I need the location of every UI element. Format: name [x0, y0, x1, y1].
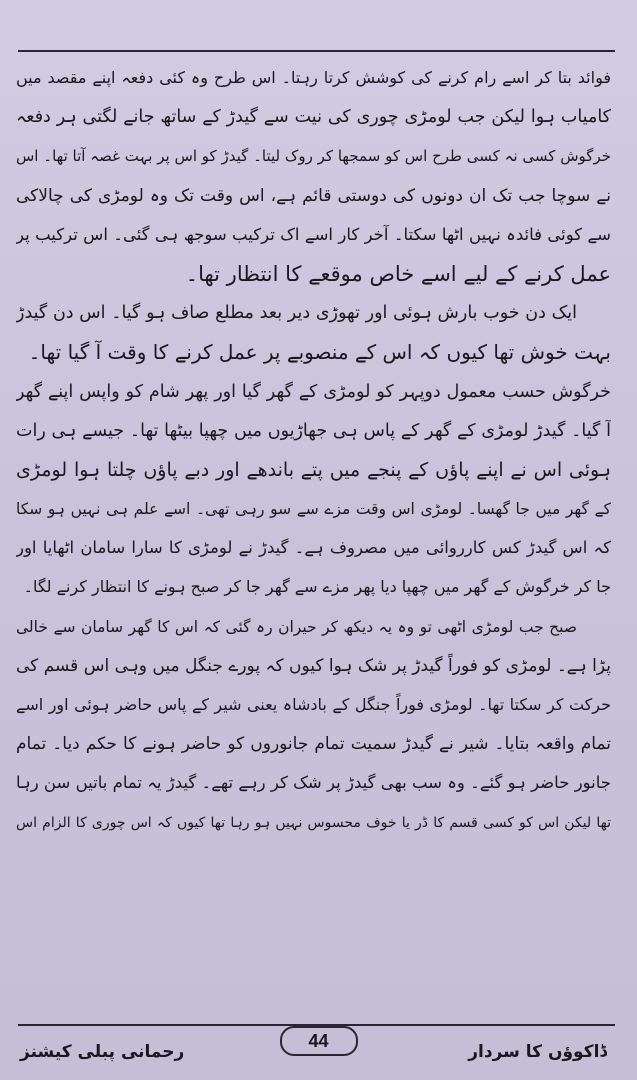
page-number-label: 44 — [308, 1030, 329, 1051]
text-line: نے سوچا جب تک ان دونوں کی دوستی قائم ہے، اس وقت تک وہ لومڑی کی چالاکی — [16, 185, 611, 206]
text-line: عمل کرنے کے لیے اسے خاص موقعے کا انتظار تھا۔ — [185, 261, 611, 286]
text-line: فوائد بتا کر اسے رام کرنے کی کوشش کرتا رہتا۔ اس طرح وہ کئی دفعہ اپنے مقصد میں — [16, 68, 611, 87]
body-text — [16, 64, 611, 1018]
text-line: سے کوئی فائدہ نہیں اٹھا سکتا۔ آخر کار اسے اک ترکیب سوجھ ہی گئی۔ اس ترکیب پر — [16, 224, 611, 244]
top-divider — [18, 50, 615, 52]
publisher-name: رحمانی پبلی کیشنز — [20, 1042, 185, 1062]
text-line: جانور حاضر ہو گئے۔ وہ سب بھی گیدڑ پر شک کر رہے تھے۔ گیدڑ یہ تمام باتیں سن رہا — [16, 773, 611, 793]
text-line: کہ اس گیدڑ کس کارروائی میں مصروف ہے۔ گیدڑ نے لومڑی کا سارا سامان اٹھایا اور — [16, 538, 611, 558]
page-number — [280, 1026, 358, 1056]
text-line: تھا لیکن اس کو کسی قسم کا ڈر یا خوف محسوس نہیں ہو رہا تھا کیوں کہ اس چوری کا الزام اس — [16, 814, 611, 831]
text-line: صبح جب لومڑی اٹھی تو وہ یہ دیکھ کر حیران رہ گئی کہ اس کا گھر سامان سے خالی — [16, 617, 577, 636]
text-line: پڑا ہے۔ لومڑی کو فوراً گیدڑ پر شک ہوا کیوں کہ پورے جنگل میں وہی اس قسم کی — [16, 655, 611, 676]
text-line: کے گھر میں جا گھسا۔ لومڑی اس وقت مزے سے سو رہی تھی۔ اسے علم ہی نہیں ہو سکا — [16, 500, 611, 519]
text-line: خرگوش کسی نہ کسی طرح اس کو سمجھا کر روک لیتا۔ گیدڑ کو اس پر بہت غصہ آتا تھا۔ اس — [16, 147, 611, 166]
page-footer — [0, 1026, 637, 1074]
text-line: جا کر خرگوش کے گھر میں چھپا دیا پھر مزے سے گھر جا کر صبح ہونے کا انتظار کرنے لگا۔ — [23, 577, 611, 597]
text-line: خرگوش حسب معمول دوپہر کو لومڑی کے گھر گیا اور پھر شام کو واپس اپنے گھر — [16, 381, 611, 402]
text-line: تمام واقعہ بتایا۔ شیر نے گیدڑ سمیت تمام جانوروں کو حاضر ہونے کا حکم دیا۔ تمام — [16, 734, 611, 755]
text-line: آ گیا۔ گیدڑ لومڑی کے گھر کے پاس ہی جھاڑیوں میں چھپا بیٹھا تھا۔ جیسے ہی رات — [16, 420, 611, 441]
text-line: ایک دن خوب بارش ہوئی اور تھوڑی دیر بعد مطلع صاف ہو گیا۔ اس دن گیدڑ — [16, 303, 577, 324]
text-line: کامیاب ہوا لیکن جب لومڑی چوری کی نیت سے گیدڑ کے ساتھ جانے لگتی ہر دفعہ — [16, 107, 611, 128]
text-line: ہوئی اس نے اپنے پاؤں کے پنجے میں پتے باندھے اور دبے پاؤں چلتا ہوا لومڑی — [16, 458, 611, 481]
text-line: حرکت کر سکتا تھا۔ لومڑی فوراً جنگل کے بادشاہ یعنی شیر کے پاس حاضر ہوئی اور اسے — [16, 695, 611, 714]
text-line: بہت خوش تھا کیوں کہ اس کے منصوبے پر عمل کرنے کا وقت آ گیا تھا۔ — [28, 340, 611, 365]
book-title: ڈاکوؤں کا سردار — [468, 1042, 607, 1062]
